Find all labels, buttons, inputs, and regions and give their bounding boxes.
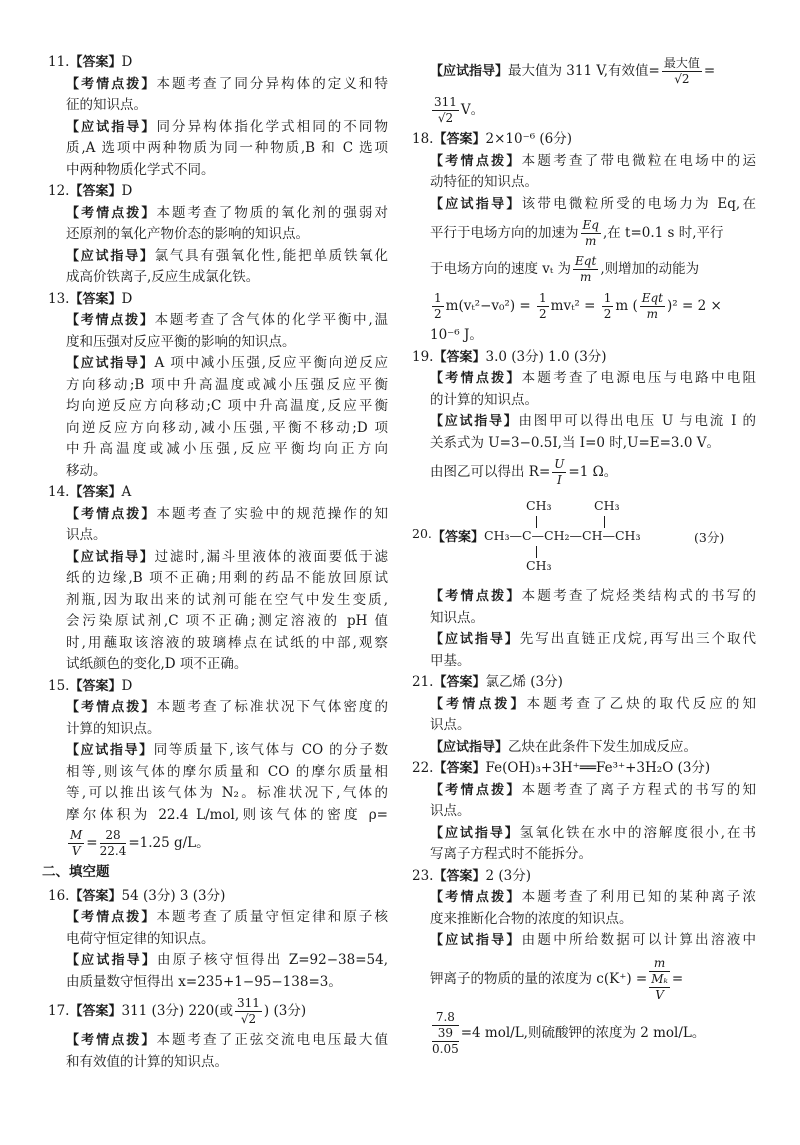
- q16-kaoqing: 【考情点拨】本题考查了质量守恒定律和原子核: [66, 909, 388, 925]
- q21-kaoqing-line: 识点。: [430, 717, 471, 733]
- q20-yingshi-line: 甲基。: [430, 652, 471, 669]
- q19-yingshi-line3: 由图乙可以得出 R= $\frac{U}{I}$ =1 Ω。: [430, 457, 618, 487]
- q13-yingshi-line: 移动。: [66, 462, 107, 479]
- left-column: [42, 52, 388, 1073]
- q11-yingshi-line: 中两种物质化学式不同。: [66, 161, 215, 178]
- q20-kaoqing: 【考情点拨】本题考查了烷烃类结构式的书写的: [430, 588, 756, 604]
- q19-kaoqing: 【考情点拨】本题考查了电源电压与电路中电阻: [430, 370, 756, 386]
- q23-kaoqing: 【考情点拨】本题考查了利用已知的某种离子浓: [430, 889, 756, 905]
- q15-yingshi-line: 相等,则该气体的摩尔质量和 CO 的摩尔质量相: [66, 763, 388, 780]
- q11-yingshi: 【应试指导】同分异构体指化学式相同的不同物: [66, 118, 388, 135]
- q14-yingshi-line: 纸的边缘,B 项不正确;用剩的药品不能放回原试: [66, 570, 388, 586]
- q13-kaoqing-line: 度和压强对反应平衡的影响的知识点。: [66, 333, 296, 350]
- q13-kaoqing: 【考情点拨】本题考查了含气体的化学平衡中,温: [66, 312, 388, 328]
- q20-answer: [412, 492, 756, 584]
- section-title: 二、填空题: [42, 864, 110, 880]
- q22-answer: 22.【答案】Fe(OH)₃+3H⁺══Fe³⁺+3H₂O (3分): [412, 760, 711, 776]
- q15-kaoqing: 【考情点拨】本题考查了标准状况下气体密度的: [66, 699, 388, 715]
- bond-line: [536, 516, 537, 528]
- q13-answer: 13.【答案】D: [48, 290, 133, 307]
- q15-yingshi-line: 等,可以推出该气体为 N₂。标准状况下,气体的: [66, 785, 388, 801]
- q14-answer: 14.【答案】A: [48, 484, 132, 500]
- q14-yingshi-line: 试纸颜色的变化,D 项不正确。: [66, 656, 248, 672]
- q18-kaoqing: 【考情点拨】本题考查了带电微粒在电场中的运: [430, 152, 756, 169]
- q18-yingshi-line2: 平行于电场方向的加速为 $\frac{Eq}{m}$ ,在 t=0.1 s 时,平行: [430, 218, 724, 248]
- fraction: $\frac{28}{22.4}$: [99, 828, 127, 858]
- q15-kaoqing-line: 计算的知识点。: [66, 720, 161, 737]
- q13-yingshi: 【应试指导】A 项中减小压强,反应平衡向逆反应: [66, 355, 388, 371]
- q12-kaoqing: 【考情点拨】本题考查了物质的氧化剂的强弱对: [66, 204, 388, 221]
- q22-kaoqing: 【考情点拨】本题考查了离子方程式的书写的知: [430, 781, 756, 798]
- answer-tag: 【答案】: [432, 530, 485, 545]
- q15-answer: 15.【答案】D: [48, 677, 133, 694]
- q16-yingshi-line: 由质量数守恒得出 x=235+1−95−138=3。: [66, 973, 342, 990]
- q18-yingshi-line4: $\frac{1}{2}$ m(vₜ²−v₀²) = $\frac{1}{2}$ mvₜ² = $\frac{1}{2}$ m ( $\frac{\text{Eqt}}{m}$ )² = 2 ×: [434, 291, 722, 321]
- fraction: $\frac{Eq}{m}$: [582, 218, 599, 248]
- q21-answer: 21.【答案】氯乙烯 (3分): [412, 674, 563, 690]
- q19-yingshi: 【应试指导】由图甲可以得出电压 U 与电流 I 的: [430, 413, 756, 429]
- q12-kaoqing-line: 还原剂的氧化产物价态的影响的知识点。: [66, 226, 309, 242]
- q18-yingshi: 【应试指导】该带电微粒所受的电场力为 Eq,在: [430, 195, 756, 212]
- q17-yingshi-result: $\frac{311}{√2}$ V。: [434, 95, 485, 125]
- fraction: $\frac{\text{最大值}}{√2}$: [663, 56, 700, 86]
- q22-yingshi-line: 写离子方程式时不能拆分。: [430, 846, 592, 862]
- q19-yingshi-line: 关系式为 U=3−0.5I,当 I=0 时,U=E=3.0 V。: [430, 434, 720, 451]
- fraction: $\frac{311}{√2}$: [434, 95, 457, 125]
- q23-yingshi-line2: 钾离子的物质的量的浓度为 c(K⁺) = m Mₖ V =: [430, 955, 684, 1002]
- q14-kaoqing-line: 识点。: [66, 527, 107, 543]
- fraction: $\frac{\text{Eqt}}{m}$: [575, 254, 597, 284]
- q21-kaoqing: 【考情点拨】本题考查了乙炔的取代反应的知: [430, 695, 756, 712]
- score: (3分): [694, 530, 725, 545]
- q15-density-formula: $\frac{M}{V}$ = $\frac{28}{22.4}$ =1.25 g/L。: [70, 828, 210, 858]
- q12-yingshi: 【应试指导】氯气具有强氧化性,能把单质铁氧化: [66, 247, 388, 264]
- q16-yingshi: 【应试指导】由原子核守恒得出 Z=92−38=54,: [66, 952, 388, 968]
- q14-yingshi-line: 时,用蘸取该溶液的玻璃棒点在试纸的中部,观察: [66, 634, 388, 651]
- q17-kaoqing-line: 和有效值的计算的知识点。: [66, 1053, 228, 1070]
- q16-answer: 16.【答案】54 (3分) 3 (3分): [48, 887, 226, 904]
- q19-answer: 19.【答案】3.0 (3分) 1.0 (3分): [412, 348, 607, 365]
- q17-yingshi: 【应试指导】最大值为 311 V,有效值= $\frac{\text{最大值}}{√2}$ =: [430, 56, 716, 86]
- q22-kaoqing-line: 识点。: [430, 803, 471, 819]
- main-chain: CH₃—C—CH₂—CH—CH₃: [484, 528, 641, 543]
- q21-yingshi: 【应试指导】乙炔在此条件下发生加成反应。: [430, 738, 698, 755]
- q13-yingshi-line: 中升高温度或减小压强,反应平衡均向正方向: [66, 441, 388, 457]
- fraction: $\frac{\text{Eqt}}{m}$: [641, 291, 663, 321]
- q12-answer: 12.【答案】D: [48, 183, 133, 199]
- q23-kaoqing-line: 度来推断化合物的浓度的知识点。: [430, 910, 633, 927]
- methyl-bottom: CH₃: [526, 558, 552, 573]
- q18-answer: 18.【答案】2×10⁻⁶ (6分): [412, 131, 573, 147]
- fraction: $\frac{M}{V}$: [70, 828, 83, 858]
- q16-kaoqing-line: 电荷守恒定律的知识点。: [66, 930, 215, 947]
- fraction: 7.8 39 0.05: [432, 1009, 459, 1056]
- q18-yingshi-line5: 10⁻⁶ J。: [430, 327, 483, 343]
- q22-yingshi: 【应试指导】氢氧化铁在水中的溶解度很小,在书: [430, 824, 756, 841]
- q23-yingshi-line3: 7.8 39 0.05 =4 mol/L,则硫酸钾的浓度为 2 mol/L。: [432, 1009, 706, 1056]
- q18-kaoqing-line: 动特征的知识点。: [430, 174, 538, 190]
- fraction: $\frac{U}{I}$: [554, 457, 565, 487]
- q13-yingshi-line: 均向逆反应方向移动;C 项中升高温度,反应平衡: [66, 398, 388, 414]
- fraction: m Mₖ V: [651, 955, 668, 1002]
- q13-yingshi-line: 向逆反应方向移动,减小压强,平衡不移动;D 项: [66, 419, 388, 436]
- q15-yingshi-line: 摩尔体积为 22.4 L/mol,则该气体的密度 ρ=: [66, 806, 388, 823]
- q11-yingshi-line: 质,A 选项中两种物质为同一种物质,B 和 C 选项: [66, 140, 388, 156]
- methyl-top-2: CH₃: [594, 498, 620, 513]
- q23-yingshi: 【应试指导】由题中所给数据可以计算出溶液中: [430, 932, 756, 948]
- q12-yingshi-line: 成高价铁离子,反应生成氯化铁。: [66, 269, 260, 285]
- right-column: [412, 52, 756, 1060]
- q18-yingshi-line3: 于电场方向的速度 vₜ 为 $\frac{\text{Eqt}}{m}$ ,则增加的动能为: [430, 254, 700, 284]
- q15-yingshi: 【应试指导】同等质量下,该气体与 CO 的分子数: [66, 742, 388, 758]
- q11-kaoqing: 【考情点拨】本题考查了同分异构体的定义和特: [66, 75, 388, 92]
- q11-kaoqing-line: 征的知识点。: [66, 97, 147, 113]
- bond-line: [604, 516, 605, 528]
- fraction: $\frac{1}{2}$: [603, 291, 612, 321]
- q19-kaoqing-line: 的计算的知识点。: [430, 391, 538, 408]
- q14-yingshi: 【应试指导】过滤时,漏斗里液体的液面要低于滤: [66, 548, 388, 565]
- fraction: $\frac{1}{2}$: [434, 291, 442, 321]
- q17-kaoqing: 【考情点拨】本题考查了正弦交流电电压最大值: [66, 1032, 388, 1048]
- q11-answer: 11.【答案】D: [48, 54, 133, 70]
- q17-answer: 17.【答案】311 (3分) 220(或 $\frac{311}{√2}$ ) (3分): [48, 996, 307, 1026]
- fraction: $\frac{1}{2}$: [539, 291, 547, 321]
- fraction: $\frac{311}{√2}$: [237, 996, 260, 1026]
- q14-yingshi-line: 会污染原试剂,C 项不正确;测定溶液的 pH 值: [66, 613, 388, 629]
- question-number: 20.: [412, 526, 432, 541]
- q23-answer: 23.【答案】2 (3分): [412, 867, 532, 884]
- q14-yingshi-line: 剂瓶,因为取出来的试剂可能在空气中发生变质,: [66, 591, 388, 608]
- methyl-top-1: CH₃: [526, 498, 552, 513]
- q20-kaoqing-line: 知识点。: [430, 609, 484, 626]
- q14-kaoqing: 【考情点拨】本题考查了实验中的规范操作的知: [66, 505, 388, 522]
- bond-line: [536, 546, 537, 558]
- q13-yingshi-line: 方向移动;B 项中升高温度或减小压强反应平衡: [66, 376, 388, 393]
- q20-yingshi: 【应试指导】先写出直链正戊烷,再写出三个取代: [430, 631, 756, 647]
